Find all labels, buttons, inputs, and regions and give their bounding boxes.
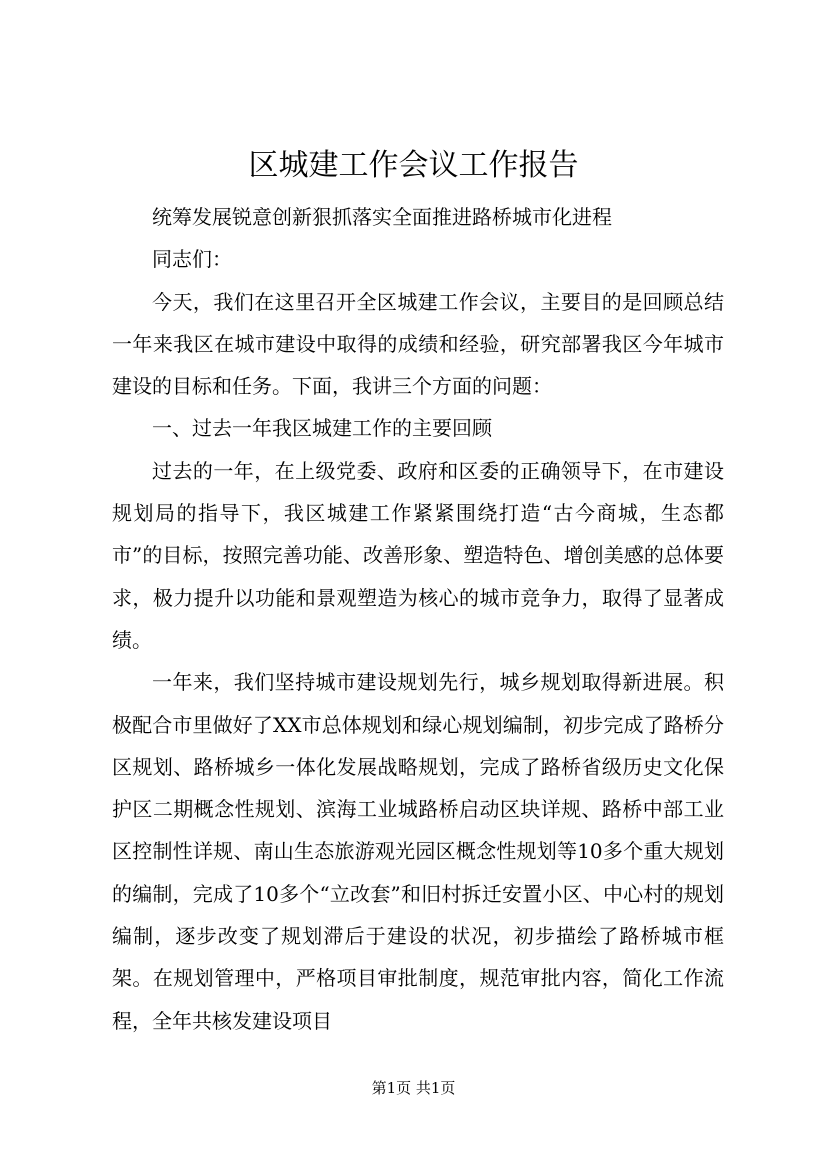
body-paragraph: 一年来，我们坚持城市建设规划先行，城乡规划取得新进展。积极配合市里做好了XX市总体规划和绿心规划编制，初步完成了路桥分区规划、路桥城乡一体化发展战略规划，完成了路桥省级历史文化保护区二期概念性规划、滨海工业城路桥启动区块详规、路桥中部工业区控制性详规、南山生态旅游观光园区概念性规划等10多个重大规划的编制，完成了10多个“立改套”和旧村拆迁安置小区、中心村的规划编制，逐步改变了规划滞后于建设的状况，初步描绘了路桥城市框架。在规划管理中，严格项目审批制度，规范审批内容，简化工作流程，全年共核发建设项目 (112, 670, 724, 1033)
page-footer: 第1页 共1页 (371, 1079, 456, 1097)
salutation-paragraph: 同志们： (152, 247, 232, 272)
subtitle-paragraph: 统筹发展锐意创新狠抓落实全面推进路桥城市化进程 (152, 205, 612, 229)
body-paragraph: 过去的一年，在上级党委、政府和区委的正确领导下，在市建设规划局的指导下，我区城建工作紧紧围绕打造“古今商城，生态都市”的目标，按照完善功能、改善形象、塑造特色、增创美感的总体要求，极力提升以功能和景观塑造为核心的城市竞争力，取得了显著成绩。 (112, 458, 724, 652)
document-body (112, 196, 724, 1042)
section-heading: 一、过去一年我区城建工作的主要回顾 (152, 416, 492, 441)
body-paragraph: 今天，我们在这里召开全区城建工作会议，主要目的是回顾总结一年来我区在城市建设中取得的成绩和经验，研究部署我区今年城市建设的目标和任务。下面，我讲三个方面的问题： (112, 289, 724, 399)
document-title: 区城建工作会议工作报告 (248, 148, 579, 183)
